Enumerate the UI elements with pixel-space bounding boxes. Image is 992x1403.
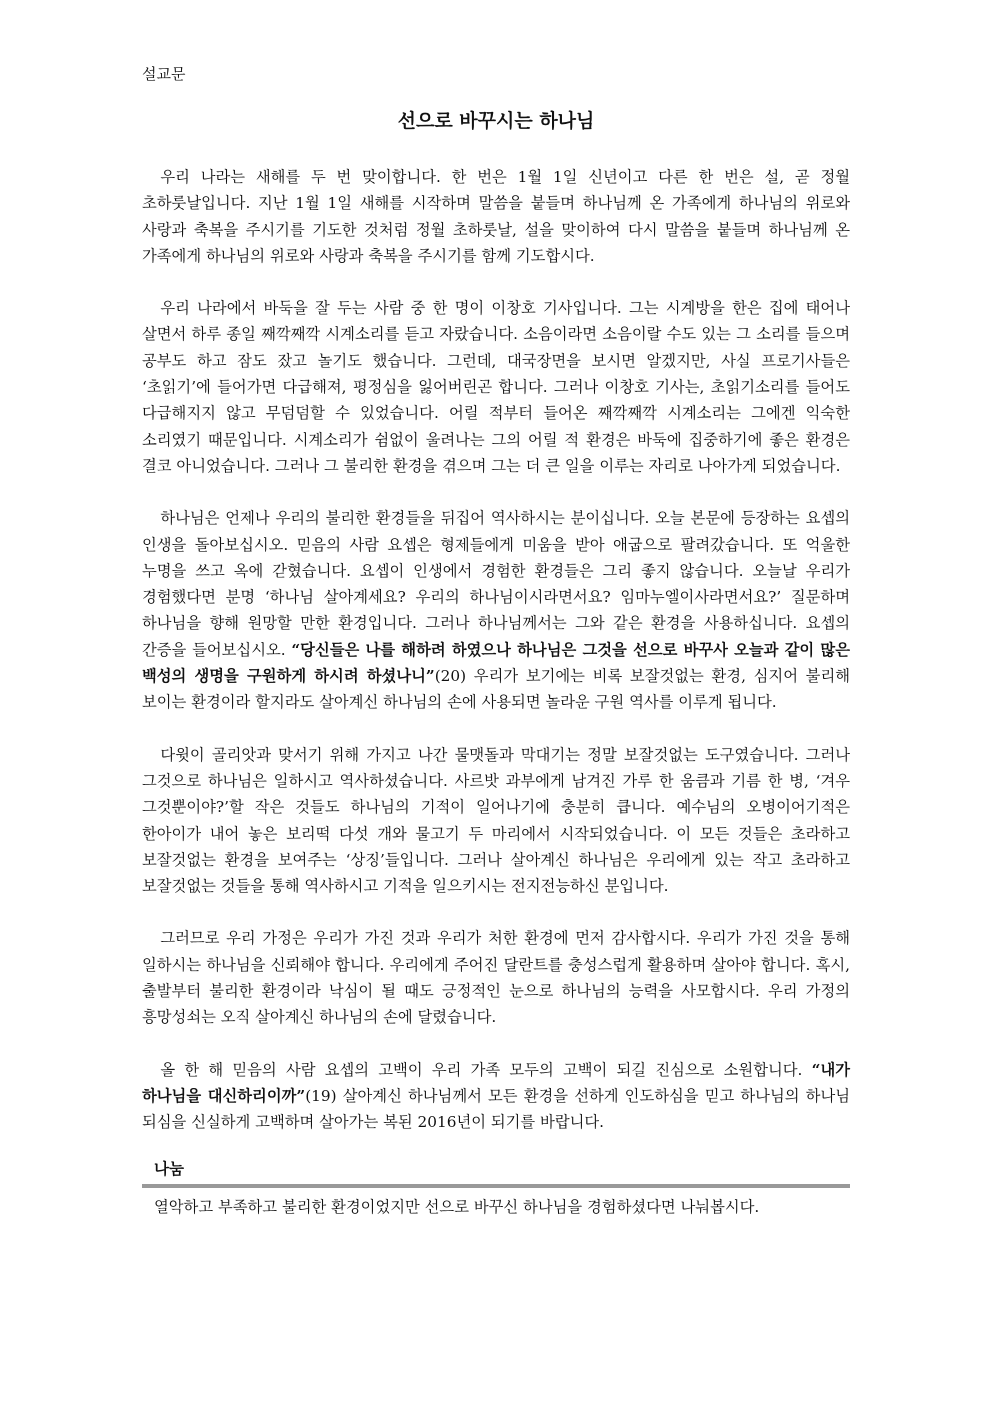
paragraph-text: 우리 나라는 새해를 두 번 맞이합니다. 한 번은 1월 1일 신년이고 다른 한 번은 설, 곧 정월 초하룻날입니다. 지난 1월 1일 새해를 시작하며 말씀을 붙들며 하나님께 온 가족에게 하나님의 위로와 사랑과 축복을 주시기를 기도한 것처럼 정월 초하룻날, 설을 맞이하여 다시 말씀을 붙들며 하나님께 온 가족에게 하나님의 위로와 사랑과 축복을 주시기를 함께 기도합시다. [142,168,851,265]
page-title: 선으로 바꾸시는 하나님 [397,110,595,132]
scripture-quote: “당신들은 나를 해하려 하였으나 하나님은 그것을 선으로 바꾸사 오늘과 같이 많은 백성의 생명을 구원하게 하시려 하셨나니” [142,640,850,686]
paragraph-david [142,742,850,900]
paragraph-text: 하나님은 언제나 우리의 불리한 환경들을 뒤집어 역사하시는 분이십니다. 오늘 본문에 등장하는 요셉의 인생을 돌아보십시오. 믿음의 사람 요셉은 형제들에게 미움을 받아 애굽으로 팔려갔습니다. 또 억울한 누명을 쓰고 옥에 갇혔습니다. 요셉이 인생에서 경험한 환경들은 그리 좋지 않습니다. 오늘날 우리가 경험했다면 분명 ‘하나님 살아계세요? 우리의 하나님이시라면서요? 임마누엘이사라면서요?’ 질문하며 하나님을 향해 원망할 만한 환경입니다. 그러나 하나님께서는 그와 같은 환경을 사용하십니다. 요셉의 간증을 들어보십시오. [142,509,850,659]
sharing-divider [142,1184,850,1188]
paragraph-new-year [142,164,850,269]
paragraph-family [142,925,850,1030]
paragraph-text: 우리 나라에서 바둑을 잘 두는 사람 중 한 명이 이창호 기사입니다. 그는 시계방을 한은 집에 태어나 살면서 하루 종일 째깍째깍 시계소리를 듣고 자랐습니다. 소음이라면 소음이랄 수도 있는 그 소리를 들으며 공부도 하고 잠도 잤고 놀기도 했습니다. 그런데, 대국장면을 보시면 알겠지만, 사실 프로기사들은 ‘초읽기’에 들어가면 다급해져, 평정심을 잃어버린곤 합니다. 그러나 이창호 기사는, 초읽기소리를 들어도 다급해지지 않고 무덤덤할 수 있었습니다. 어릴 적부터 들어온 째깍째깍 시계소리는 그에겐 익숙한 소리였기 때문입니다. 시계소리가 쉼없이 울려나는 그의 어릴 적 환경은 바둑에 집중하기에 좋은 환경은 결코 아니었습니다. 그러나 그 불리한 환경을 겪으며 그는 더 큰 일을 이루는 자리로 나아가게 되었습니다. [142,299,850,475]
sharing-heading: 나눔 [154,1158,184,1178]
sharing-question: 열악하고 부족하고 불리한 환경이었지만 선으로 바꾸신 하나님을 경험하셨다면 나눠봅시다. [154,1197,760,1216]
paragraph-text: (19) 살아계신 하나님께서 모든 환경을 선하게 인도하심을 믿고 하나님의 하나님 되심을 신실하게 고백하며 살아가는 복된 2016년이 되기를 바랍니다. [142,1086,850,1132]
sharing-section [142,1158,850,1220]
paragraph-text: 올 한 해 믿음의 사람 요셉의 고백이 우리 가족 모두의 고백이 되길 진심으로 소원합니다. [160,1060,812,1079]
paragraph-joseph [142,505,850,715]
paragraph-text: (20) 우리가 보기에는 비록 보잘것없는 환경, 심지어 불리해 보이는 환경이라 할지라도 살아계신 하나님의 손에 사용되면 놀라운 구원 역사를 이루게 됩니다. [142,667,851,712]
scripture-quote: “내가 하나님을 대신하리이까” [142,1060,850,1105]
document-type-label: 설교문 [142,65,186,83]
paragraph-text: 그러므로 우리 가정은 우리가 가진 것과 우리가 처한 환경에 먼저 감사합시다. 우리가 가진 것을 통해 일하시는 하나님을 신뢰해야 합니다. 우리에게 주어진 달란트를 충성스럽게 활용하며 살아야 합니다. 혹시, 출발부터 불리한 환경이라 낙심이 될 때도 긍정적인 눈으로 하나님의 능력을 사모합시다. 우리 가정의 흥망성쇠는 오직 살아계신 하나님의 손에 달렸습니다. [142,929,850,1027]
paragraph-lee-chang-ho [142,295,850,479]
paragraph-text: 다윗이 골리앗과 맞서기 위해 가지고 나간 물맷돌과 막대기는 정말 보잘것없는 도구였습니다. 그러나 그것으로 하나님은 일하시고 역사하셨습니다. 사르밧 과부에게 남겨진 가루 한 움큼과 기름 한 병, ‘겨우 그것뿐이야?’할 작은 것들도 하나님의 기적이 일어나기에 충분히 큽니다. 예수님의 오병이어기적은 한아이가 내어 놓은 보리떡 다섯 개와 물고기 두 마리에서 시작되었습니다. 이 모든 것들은 초라하고 보잘것없는 환경을 보여주는 ‘상징’들입니다. 그러나 살아계신 하나님은 우리에게 있는 작고 초라하고 보잘것없는 것들을 통해 역사하시고 기적을 일으키시는 전지전능하신 분입니다. [142,745,850,896]
paragraph-closing [142,1057,850,1136]
